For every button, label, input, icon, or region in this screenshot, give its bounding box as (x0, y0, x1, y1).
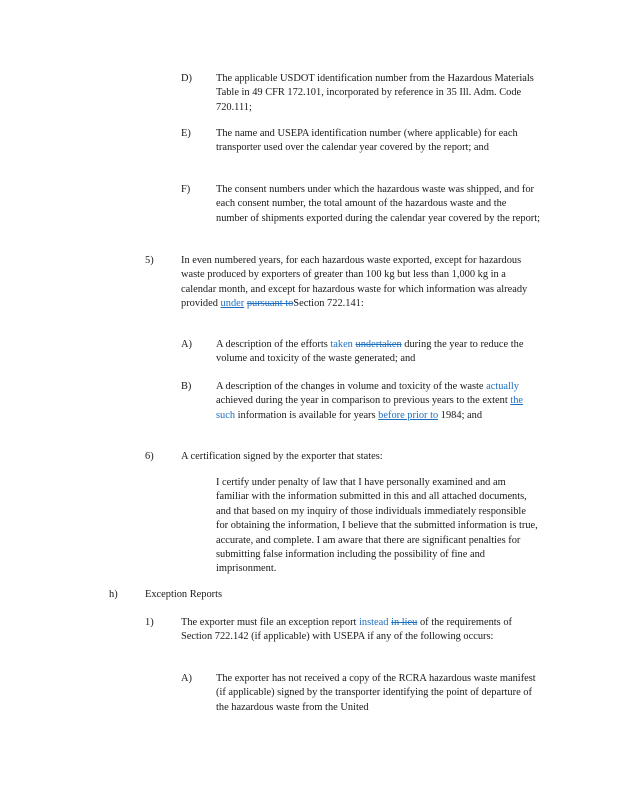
item-e-label: E) (181, 128, 191, 139)
item-d-label: D) (181, 73, 192, 84)
item-5b-text-c: information is available for years (235, 409, 379, 421)
item-5b-insertion-3: before prior to (378, 409, 439, 421)
item-5-text-b: Section 722.141: (293, 298, 364, 310)
item-h-heading: Exception Reports (145, 589, 223, 600)
item-5a-text-b: during the year to reduce the volume and toxicity of the waste generated; and (216, 339, 524, 365)
item-5b-insertion-1: actually (486, 381, 519, 392)
item-5-text-a: In even numbered years, for each hazardous waste exported, except for hazardous waste produced by exporters of greater than 100 kg but less than 1,000 kg in a calendar month, and except for hazardous waste for which information was already provided (181, 255, 528, 310)
item-5b-text-a: A description of the changes in volume and toxicity of the waste (216, 381, 487, 392)
item-5b-text (216, 380, 538, 423)
item-6-label: 6) (145, 451, 154, 462)
item-5-label: 5) (145, 255, 154, 266)
certification-quote: I certify under penalty of law that I have personally examined and am familiar with the information submitted in this and all attached documents, and that based on my inquiry of those individuals immediately responsible for obtaining the information, I believe that the submitted information is true, accurate, and complete. I am aware that there are significant penalties for submitting false information including the possibility of fine and imprisonment. (216, 477, 538, 575)
item-h1-deletion: in lieu (391, 617, 418, 628)
item-5-insertion: under (220, 298, 245, 310)
item-5b-deletion: such (216, 409, 236, 421)
item-f-text: The consent numbers under which the hazardous waste was shipped, and for each consent number, the total amount of the hazardous waste and the number of shipments exported during the calendar year covered by the report; (216, 184, 541, 224)
item-h1-text-a: The exporter must file an exception report (181, 617, 360, 628)
item-5-deletion: pursuant to (246, 298, 294, 310)
item-5a-insertion: taken (330, 339, 353, 350)
item-5a-text (216, 338, 536, 367)
item-5b-insertion-2: the (510, 395, 524, 407)
item-5a-label: A) (181, 339, 192, 350)
item-5b-label: B) (181, 381, 192, 392)
item-6-text: A certification signed by the exporter that states: (181, 451, 383, 462)
item-h-label: h) (109, 589, 118, 600)
item-5a-deletion: undertaken (355, 339, 402, 350)
item-h1-text (181, 616, 539, 645)
item-5-text (181, 254, 533, 312)
item-e-text: The name and USEPA identification number (where applicable) for each transporter used over the calendar year covered by the report; and (216, 128, 518, 154)
item-h1-text-b: of the requirements of Section 722.142 (if applicable) with USEPA if any of the following occurs: (181, 617, 512, 643)
item-h1a-label: A) (181, 673, 192, 684)
item-5b-text-d: 1984; and (438, 409, 483, 421)
item-d-text: The applicable USDOT identification number from the Hazardous Materials Table in 49 CFR 172.101, incorporated by reference in 35 Ill. Adm. Code 720.111; (216, 73, 534, 113)
item-5b-text-b: achieved during the year in comparison to previous years to the extent (216, 395, 511, 407)
item-h1a-text: The exporter has not received a copy of the RCRA hazardous waste manifest (if applicable) signed by the transporter identifying the point of departure of the hazardous waste from the United (216, 673, 536, 713)
item-f-label: F) (181, 184, 191, 195)
item-h1-insertion: instead (359, 617, 389, 628)
item-5a-text-a: A description of the efforts (216, 339, 331, 350)
item-h1-label: 1) (145, 617, 154, 628)
